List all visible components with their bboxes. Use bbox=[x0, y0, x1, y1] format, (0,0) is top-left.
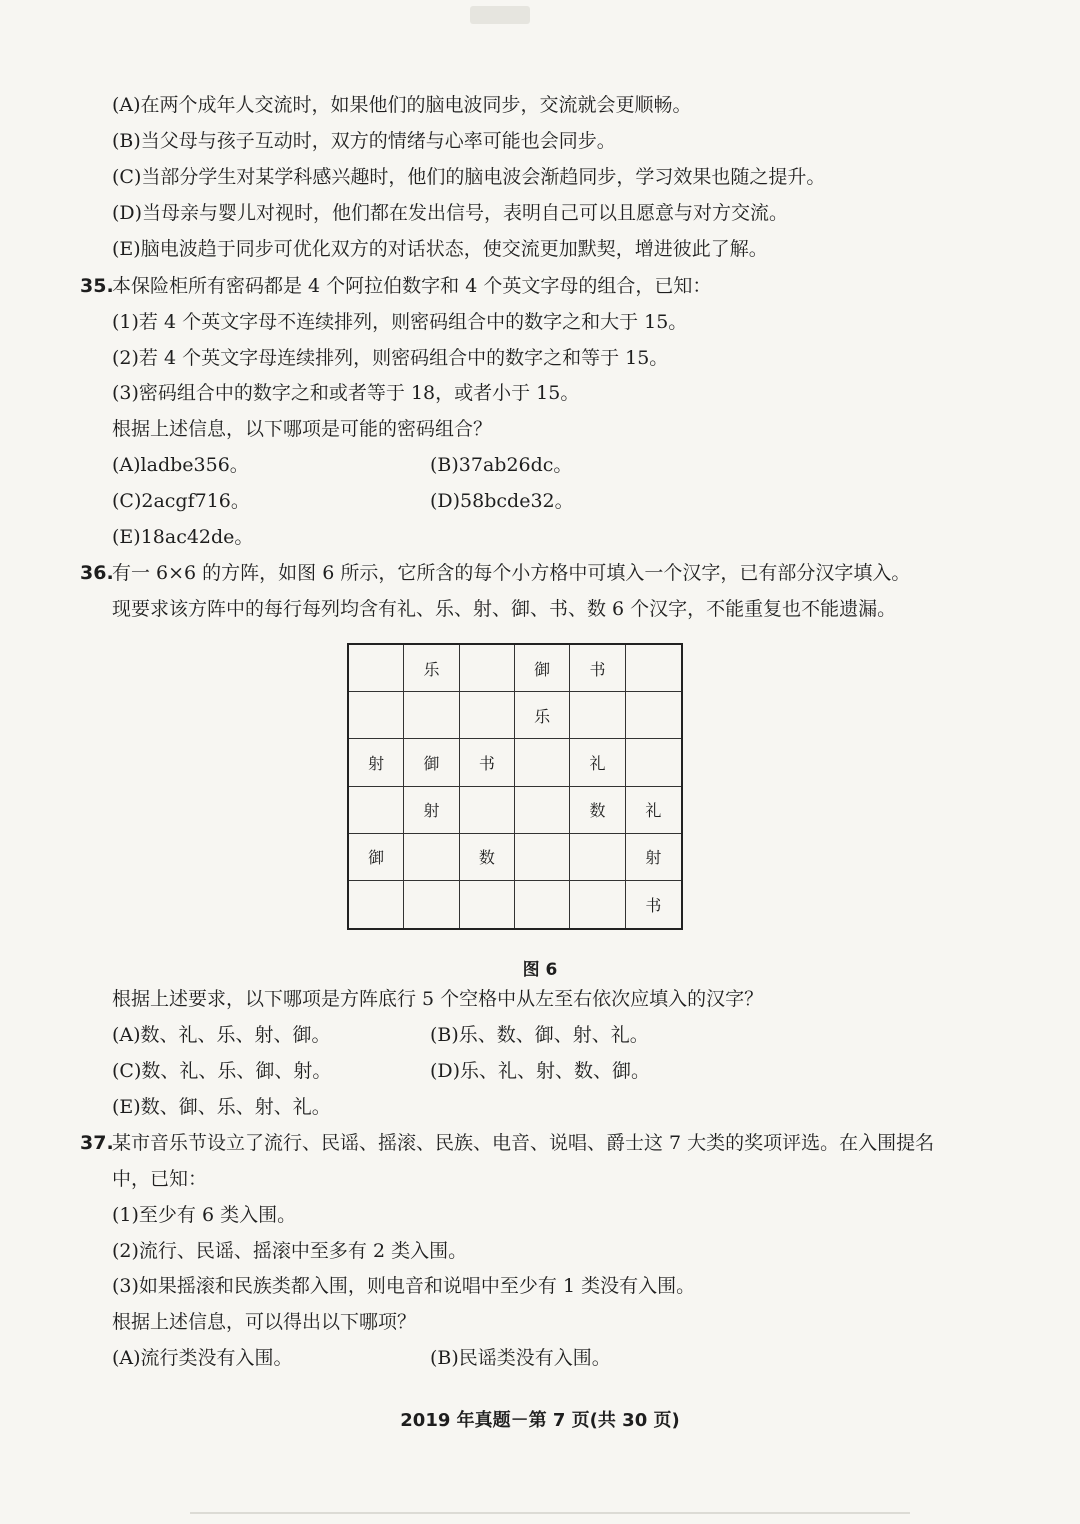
q35-question: 根据上述信息，以下哪项是可能的密码组合？ bbox=[112, 418, 493, 440]
grid-cell: 乐 bbox=[515, 692, 570, 739]
q35-option-c: (C)2acgf716。 bbox=[112, 490, 250, 512]
q36-number: 36. bbox=[80, 562, 114, 584]
grid-cell: 书 bbox=[570, 645, 625, 692]
grid-cell bbox=[515, 834, 570, 881]
q35-option-d: (D)58bcde32。 bbox=[430, 490, 574, 512]
q34-option-e: (E)脑电波趋于同步可优化双方的对话状态，使交流更加默契，增进彼此了解。 bbox=[112, 238, 768, 260]
q37-option-a: (A)流行类没有入围。 bbox=[112, 1347, 293, 1369]
q37-question: 根据上述信息，可以得出以下哪项？ bbox=[112, 1311, 417, 1333]
q36-option-b: (B)乐、数、御、射、礼。 bbox=[430, 1024, 649, 1046]
q34-option-c: (C)当部分学生对某学科感兴趣时，他们的脑电波会渐趋同步，学习效果也随之提升。 bbox=[112, 166, 826, 188]
grid-cell bbox=[460, 787, 515, 834]
grid-cell bbox=[404, 834, 459, 881]
grid-cell: 书 bbox=[460, 739, 515, 786]
grid-cell bbox=[460, 692, 515, 739]
q36-stem-continued: 现要求该方阵中的每行每列均含有礼、乐、射、御、书、数 6 个汉字，不能重复也不能遗漏。 bbox=[112, 598, 897, 620]
grid-cell: 乐 bbox=[404, 645, 459, 692]
grid-cell: 数 bbox=[460, 834, 515, 881]
q36-stem: 有一 6×6 的方阵，如图 6 所示，它所含的每个小方格中可填入一个汉字，已有部分汉字填入。 bbox=[112, 562, 911, 584]
grid-cell bbox=[349, 881, 404, 928]
q34-option-b: (B)当父母与孩子互动时，双方的情绪与心率可能也会同步。 bbox=[112, 130, 616, 152]
grid-cell: 御 bbox=[515, 645, 570, 692]
grid-cell bbox=[404, 692, 459, 739]
q37-stem-continued: 中，已知： bbox=[112, 1168, 208, 1190]
grid-cell bbox=[349, 692, 404, 739]
grid-cell bbox=[349, 645, 404, 692]
q35-condition-3: (3)密码组合中的数字之和或者等于 18，或者小于 15。 bbox=[112, 382, 580, 404]
q37-stem: 某市音乐节设立了流行、民谣、摇滚、民族、电音、说唱、爵士这 7 大类的奖项评选。在入围提名 bbox=[112, 1132, 935, 1154]
grid-cell bbox=[570, 834, 625, 881]
page-edge-line bbox=[190, 1512, 910, 1514]
q36-question: 根据上述要求，以下哪项是方阵底行 5 个空格中从左至右依次应填入的汉字？ bbox=[112, 988, 764, 1010]
q35-option-a: (A)ladbe356。 bbox=[112, 454, 249, 476]
grid-cell: 射 bbox=[626, 834, 681, 881]
q37-condition-3: (3)如果摇滚和民族类都入围，则电音和说唱中至少有 1 类没有入围。 bbox=[112, 1275, 696, 1297]
grid-cell bbox=[570, 692, 625, 739]
page-footer: 2019 年真题－第 7 页(共 30 页) bbox=[400, 1410, 680, 1431]
grid-cell bbox=[515, 787, 570, 834]
grid-cell: 射 bbox=[404, 787, 459, 834]
scan-mark bbox=[470, 6, 530, 24]
q37-option-b: (B)民谣类没有入围。 bbox=[430, 1347, 611, 1369]
grid-cell: 御 bbox=[349, 834, 404, 881]
grid-cell: 书 bbox=[645, 895, 662, 915]
q37-condition-2: (2)流行、民谣、摇滚中至多有 2 类入围。 bbox=[112, 1240, 468, 1262]
grid-cell bbox=[349, 787, 404, 834]
grid-cell: 数 bbox=[570, 787, 625, 834]
q37-condition-1: (1)至少有 6 类入围。 bbox=[112, 1204, 297, 1226]
grid-cell: 御 bbox=[404, 739, 459, 786]
q35-condition-2: (2)若 4 个英文字母连续排列，则密码组合中的数字之和等于 15。 bbox=[112, 347, 669, 369]
figure-caption: 图 6 bbox=[522, 960, 558, 980]
grid-cell bbox=[570, 881, 625, 928]
grid-cell bbox=[460, 881, 515, 928]
q36-option-c: (C)数、礼、乐、御、射。 bbox=[112, 1060, 332, 1082]
grid-cell bbox=[460, 645, 515, 692]
grid-cell: 礼 bbox=[626, 787, 681, 834]
q36-option-d: (D)乐、礼、射、数、御。 bbox=[430, 1060, 651, 1082]
grid-cell: 礼 bbox=[570, 739, 625, 786]
grid-cell bbox=[515, 881, 570, 928]
grid-cell bbox=[626, 739, 681, 786]
q35-stem: 本保险柜所有密码都是 4 个阿拉伯数字和 4 个英文字母的组合，已知： bbox=[112, 275, 712, 297]
grid-cell bbox=[515, 739, 570, 786]
q35-number: 35. bbox=[80, 275, 114, 297]
figure-6-grid bbox=[347, 643, 683, 930]
grid-cell bbox=[626, 692, 681, 739]
q35-condition-1: (1)若 4 个英文字母不连续排列，则密码组合中的数字之和大于 15。 bbox=[112, 311, 688, 333]
q36-option-e: (E)数、御、乐、射、礼。 bbox=[112, 1096, 331, 1118]
q34-option-a: (A)在两个成年人交流时，如果他们的脑电波同步，交流就会更顺畅。 bbox=[112, 94, 692, 116]
q35-option-b: (B)37ab26dc。 bbox=[430, 454, 573, 476]
q35-option-e: (E)18ac42de。 bbox=[112, 526, 254, 548]
q37-number: 37. bbox=[80, 1132, 114, 1154]
grid-cell: 射 bbox=[349, 739, 404, 786]
grid-cell bbox=[404, 881, 459, 928]
q36-option-a: (A)数、礼、乐、射、御。 bbox=[112, 1024, 331, 1046]
q34-option-d: (D)当母亲与婴儿对视时，他们都在发出信号，表明自己可以且愿意与对方交流。 bbox=[112, 202, 789, 224]
grid-cell bbox=[626, 645, 681, 692]
